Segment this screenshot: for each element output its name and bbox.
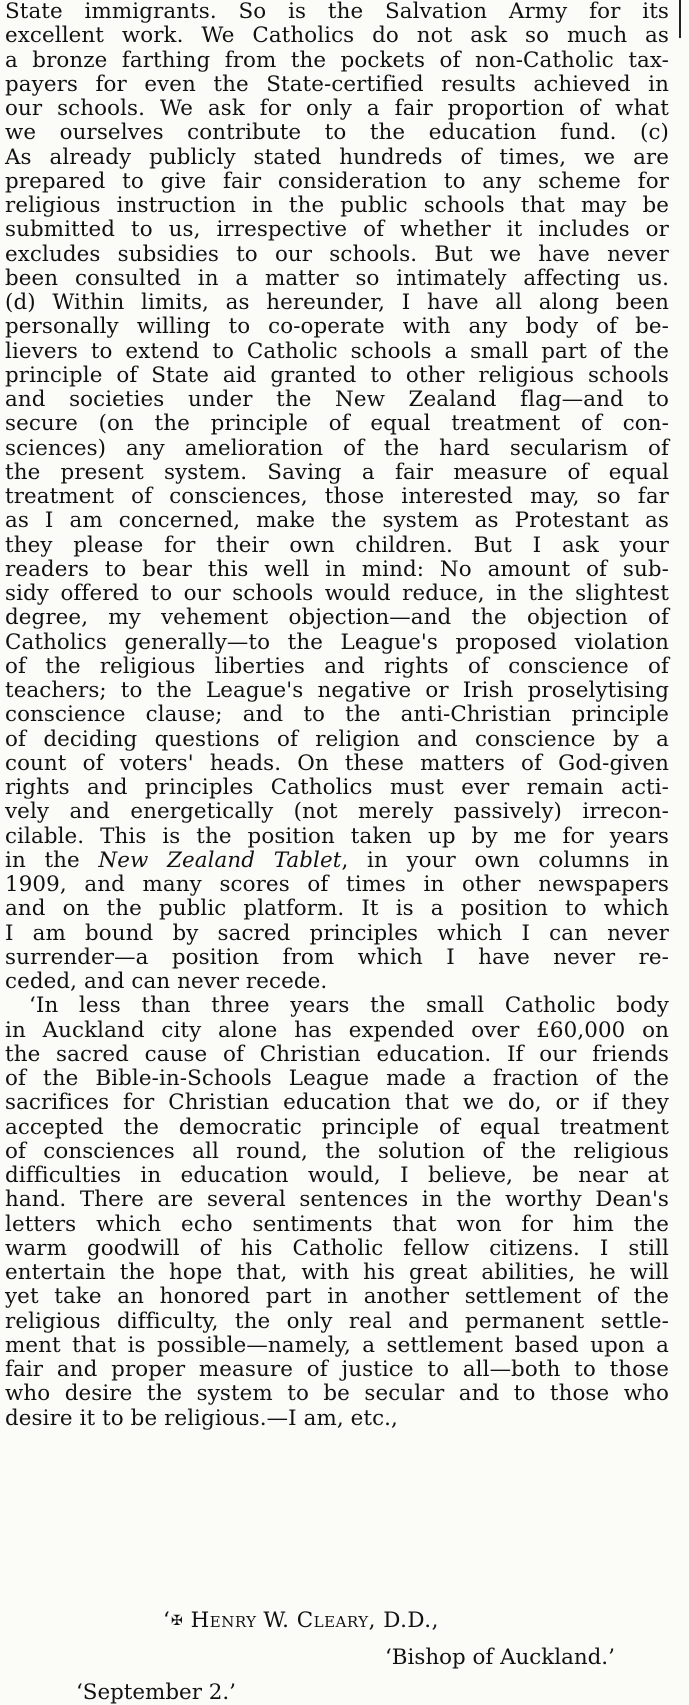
text-line: who desire the system to be secular and to those who [5,1381,669,1407]
article-body [5,0,669,1431]
text-line: of the Bible-in-Schools League made a fraction of the [5,1066,669,1091]
text-line: 1909, and many scores of times in other newspapers [5,872,669,897]
cross-icon: ✠ [170,1613,183,1629]
text-line: accepted the democratic principle of equal treatment [5,1114,669,1140]
text-line: been consulted in a matter so intimately affecting us. [5,265,669,291]
text-line: of consciences all round, the solution of the religious [5,1138,669,1164]
text-line: fair and proper measure of justice to all—both to those [5,1357,669,1382]
text-line: submitted to us, irrespective of whether it includes or [5,217,669,243]
text-line: in Auckland city alone has expended over £60,000 on [5,1017,669,1043]
text-line: personally willing to co-operate with any body of be- [5,314,669,340]
text-line: sidy offered to our schools would reduce, in the slightest [5,581,669,606]
text-line: the present system. Saving a fair measure of equal [5,459,669,485]
text-line: conscience clause; and to the anti-Christian principle [5,702,669,728]
text-line: ‘In less than three years the small Catholic body [29,993,669,1019]
text-line: surrender—a position from which I have never re- [5,944,669,970]
signature-open-quote: ‘ [163,1608,170,1633]
text-line: State immigrants. So is the Salvation Army for its [5,0,669,24]
text-line: treatment of consciences, those interested may, so far [5,484,669,509]
text-line: ment that is possible—namely, a settlement based upon a [5,1332,669,1358]
text-line: of deciding questions of religion and conscience by a [5,726,669,752]
text-line: a bronze farthing from the pockets of non-Catholic tax- [5,47,669,73]
text-line: difficulties in education would, I believe, be near at [5,1163,669,1188]
signature-name [163,1608,439,1633]
column-rule [679,0,681,38]
signature-first-name: Henry [190,1608,257,1633]
text-line: as I am concerned, make the system as Protestant as [5,508,669,534]
text-line: excellent work. We Catholics do not ask so much as [5,23,669,49]
text-line: our schools. We ask for only a fair proportion of what [5,96,669,121]
text-line: teachers; to the League's negative or Irish proselytising [5,678,669,703]
text-line: desire it to be religious.—I am, etc., [5,1405,398,1431]
text-line: in the New Zealand Tablet, in your own columns in [5,847,670,873]
signature-title: ‘Bishop of Auckland.’ [385,1645,615,1670]
text-line: sciences) any amelioration of the hard secularism of [5,435,669,461]
text-line: excludes subsidies to our schools. But we have never [5,241,669,267]
text-line: hand. There are several sentences in the worthy Dean's [5,1187,669,1213]
text-line: cilable. This is the position taken up by me for years [5,823,669,849]
text-line: ceded, and can never recede. [5,969,328,994]
text-line: principle of State aid granted to other religious schools [5,362,669,388]
text-line: and on the public platform. It is a position to which [5,896,669,922]
text-line: payers for even the State-certified results achieved in [5,71,669,97]
text-line: I am bound by sacred principles which I can never [5,920,669,946]
text-line: prepared to give fair consideration to any scheme for [5,168,669,194]
text-line: readers to bear this well in mind: No amount of sub- [5,556,669,582]
text-line: we ourselves contribute to the education fund. (c) [5,120,669,146]
text-line: secure (on the principle of equal treatment of con- [5,411,669,437]
text-line: they please for their own children. But I ask your [5,532,669,558]
text-line: degree, my vehement objection—and the objection of [5,605,669,631]
italic-title: New Zealand Tablet [98,847,342,873]
signature-rest-name: W. Cleary, D.D., [263,1608,439,1633]
text-line: entertain the hope that, with his great abilities, he will [5,1260,669,1285]
text-line: As already publicly stated hundreds of times, we are [5,144,669,170]
text-line: Catholics generally—to the League's proposed violation [5,629,669,655]
text-line: vely and energetically (not merely passively) irrecon- [5,799,669,825]
text-line: warm goodwill of his Catholic fellow citizens. I still [5,1235,669,1261]
text-line: religious instruction in the public schools that may be [5,193,669,218]
text-line: lievers to extend to Catholic schools a small part of the [5,338,669,364]
letter-date: ‘September 2.’ [76,1680,236,1705]
text-line: sacrifices for Christian education that we do, or if they [5,1090,669,1116]
text-line: the sacred cause of Christian education. If our friends [5,1041,669,1067]
text-line: letters which echo sentiments that won for him the [5,1211,669,1237]
text-line: rights and principles Catholics must ever remain acti- [5,775,669,800]
text-line: religious difficulty, the only real and permanent settle- [5,1308,669,1334]
text-line: (d) Within limits, as hereunder, I have all along been [5,290,669,315]
text-line: of the religious liberties and rights of conscience of [5,653,669,679]
text-line: and societies under the New Zealand flag—and to [5,387,669,412]
text-line: count of voters' heads. On these matters of God-given [5,750,669,776]
text-line: yet take an honored part in another settlement of the [5,1284,669,1310]
